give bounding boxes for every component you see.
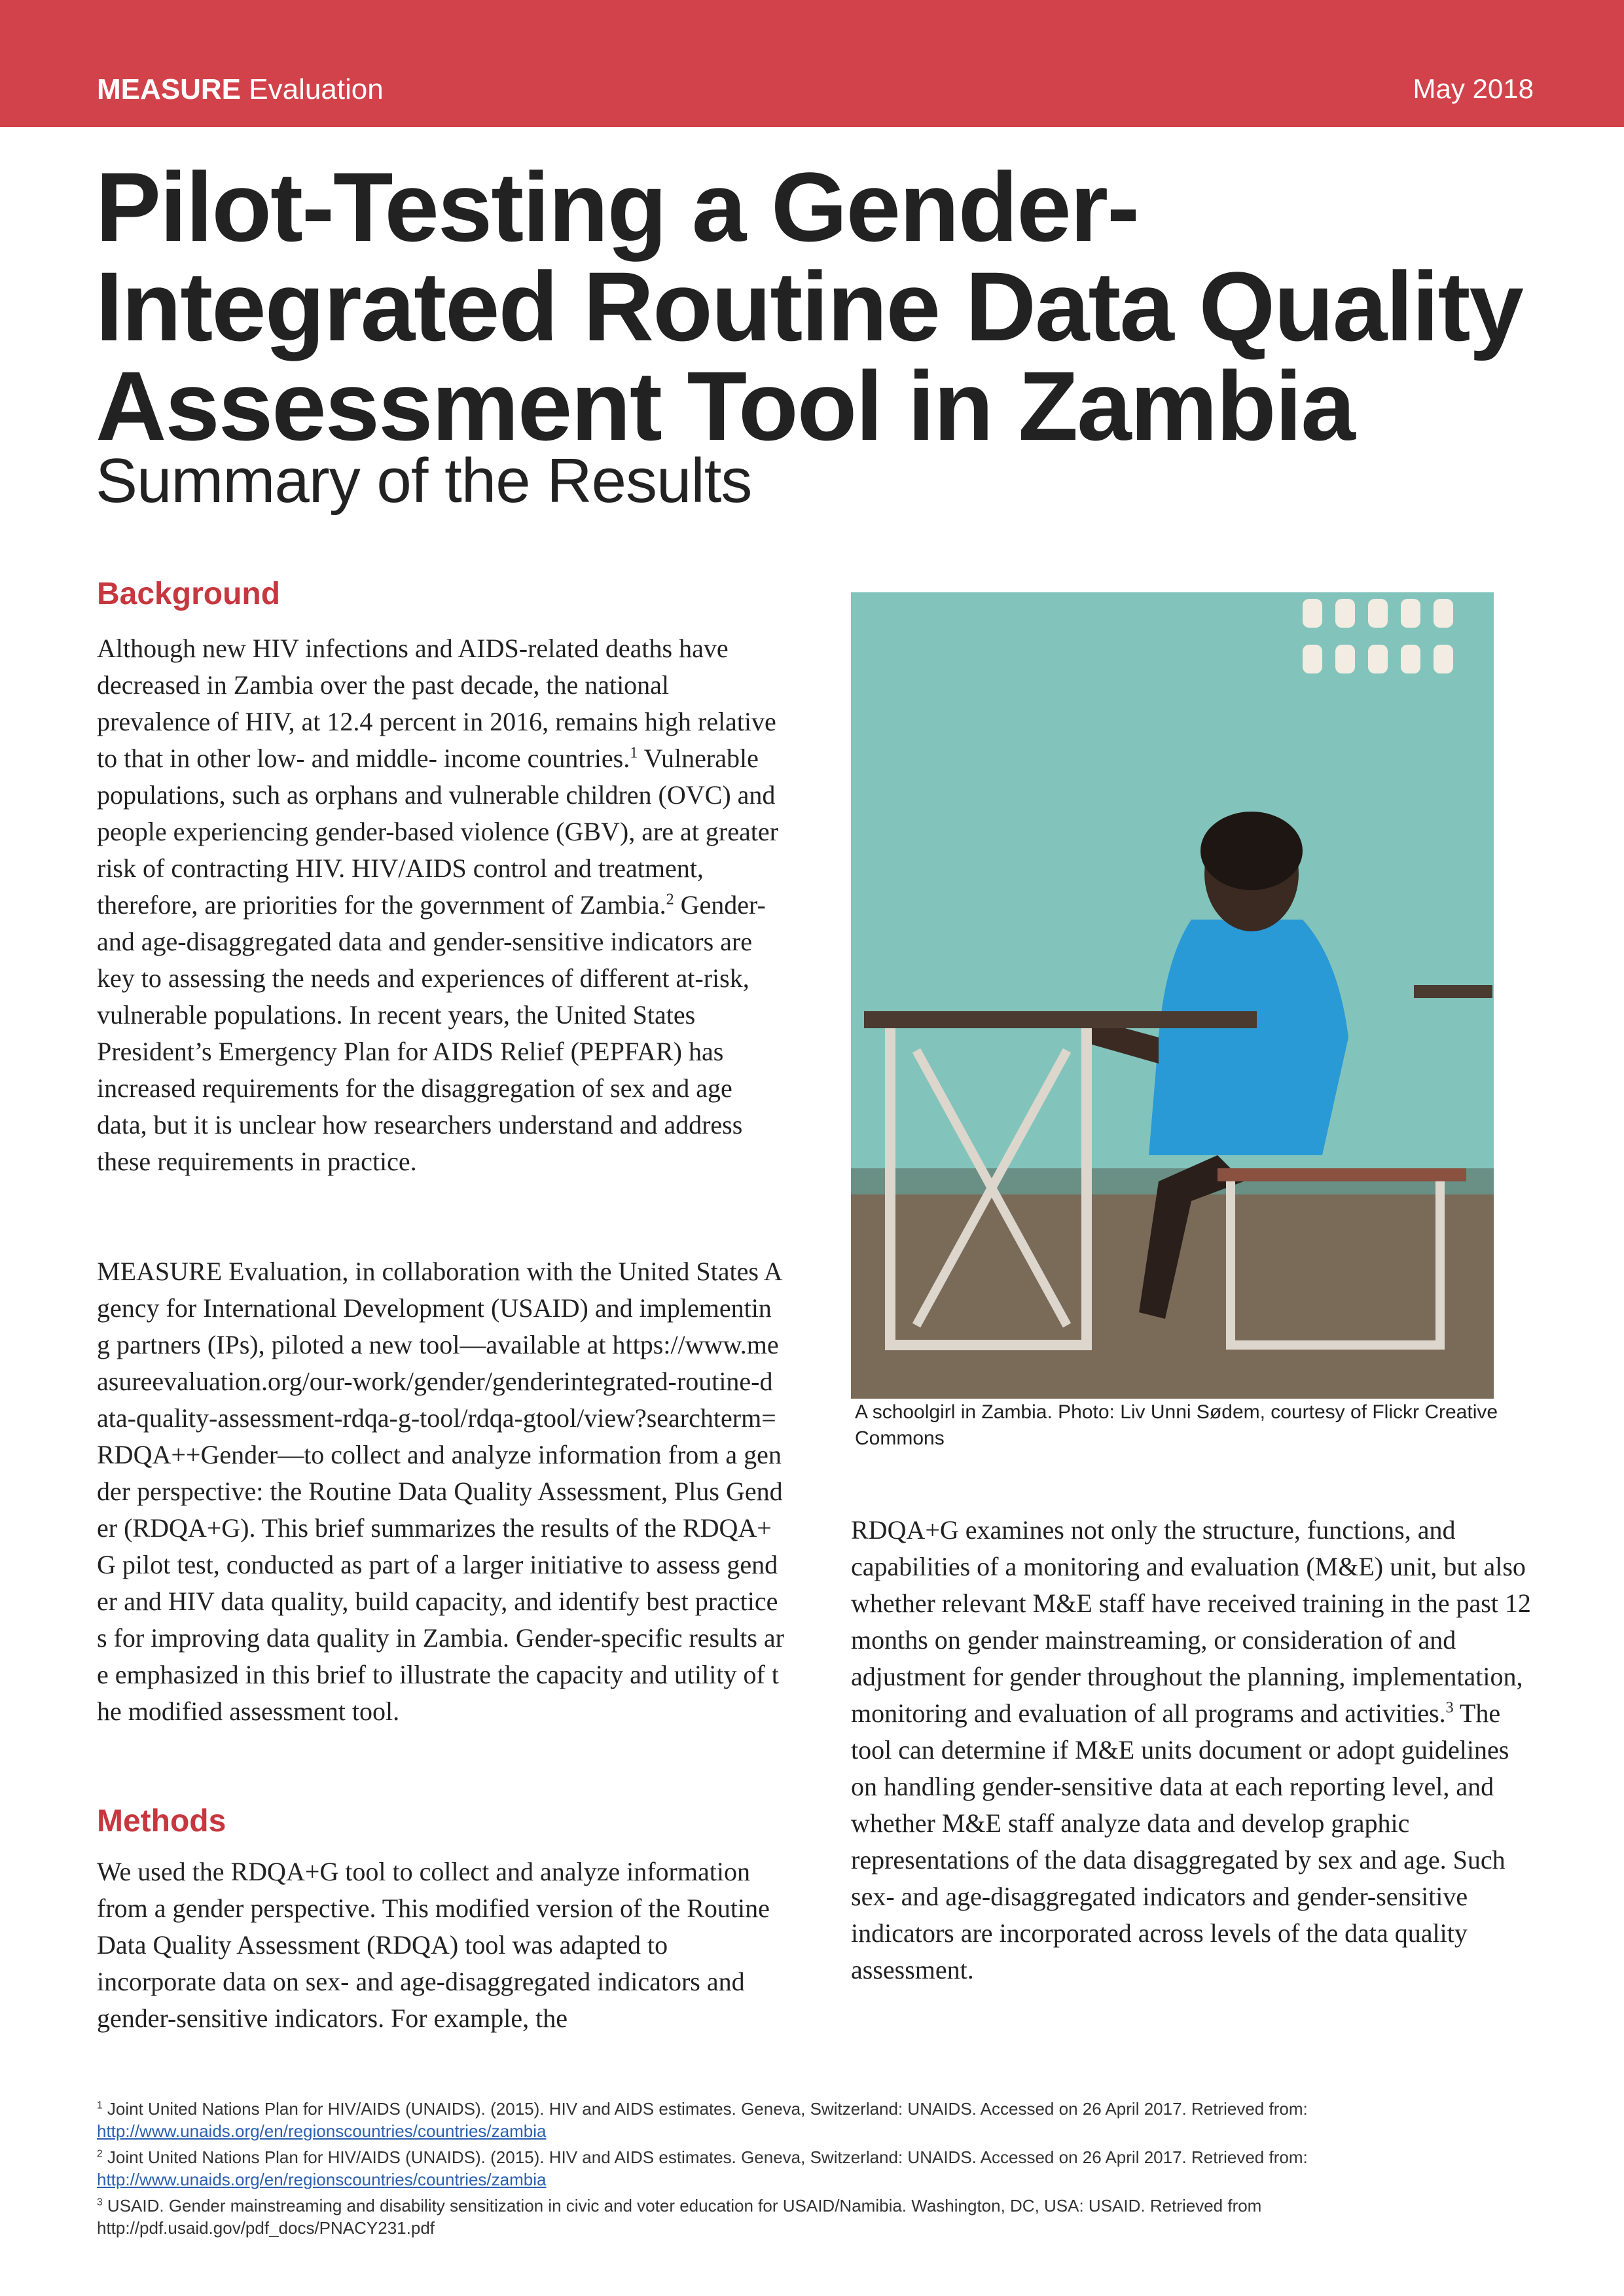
brand-logo: [97, 73, 384, 106]
page-subtitle: Summary of the Results: [96, 446, 752, 516]
background-heading: Background: [97, 577, 281, 611]
brand-light: Evaluation: [249, 73, 384, 105]
footnote-1: [97, 2098, 1537, 2142]
footnote-2-text: Joint United Nations Plan for HIV/AIDS (UNAIDS). (2015). HIV and AIDS estimates. Geneva, Switzerland: UNAIDS. Accessed on 26 April 2017. Retrieved from:: [102, 2147, 1308, 2167]
photo-caption: A schoolgirl in Zambia. Photo: Liv Unni Sødem, courtesy of Flickr Creative Commons: [855, 1401, 1498, 1449]
publication-date: May 2018: [1413, 73, 1534, 104]
footnote-ref-1: 1: [630, 744, 638, 762]
footnote-1-text: Joint United Nations Plan for HIV/AIDS (UNAIDS). (2015). HIV and AIDS estimates. Geneva, Switzerland: UNAIDS. Accessed on 26 April 2017. Retrieved from:: [102, 2099, 1308, 2119]
background-p1b-text: Vulnerable populations, such as orphans and vulnerable children (OVC) and people experiencing gender-based violence (GBV), are at greater risk of contracting HIV. HIV/AIDS control and treatment, therefore, are priorities for the government of Zambia.: [97, 744, 778, 920]
methods-paragraph: We used the RDQA+G tool to collect and analyze information from a gender perspective. This modified version of the Routine Data Quality Assessment (RDQA) tool was adapted to incorporate data on sex- and age-disaggregated indicators and gender-sensitive indicators. For example, the: [97, 1857, 770, 2033]
background-paragraph-1: [97, 630, 784, 1180]
brand-bold: MEASURE: [97, 73, 242, 105]
header-bar: [0, 0, 1624, 127]
methods-heading: Methods: [97, 1804, 226, 1839]
footnotes: [97, 2098, 1537, 2243]
schoolgirl-photo: [851, 592, 1494, 1399]
right-p1-text: RDQA+G examines not only the structure, functions, and capabilities of a monitoring and evaluation (M&E) unit, but also whether relevant M&E staff have received training in the past 12 months on gender mainstreaming, or consideration of and adjustment for gender throughout the planning, implementation, monitoring and evaluation of all programs and activities.: [851, 1515, 1531, 1728]
footnote-3: [97, 2195, 1537, 2239]
right-p1b-text: The tool can determine if M&E units document or adopt guidelines on handling gender-sensitive data at each reporting level, and whether M&E staff analyze data and develop graphic representations of the data disaggregated by sex and age. Such sex- and age-disaggregated indicators and gender-sensitive indicators are incorporated across levels of the data quality assessment.: [851, 1698, 1509, 1984]
footnote-ref-3: 3: [1445, 1699, 1454, 1717]
footnote-3-number: 3: [97, 2197, 103, 2208]
footnote-2: [97, 2146, 1537, 2191]
background-paragraph-2: MEASURE Evaluation, in collaboration with the United States Agency for International Development (USAID) and implementing partners (IPs), piloted a new tool—available at https://www.measureevaluation.org/our-work/gender/genderintegrated-routine-data-quality-assessment-rdqa-g-tool/rdqa-gtool/view?searchterm=RDQA++Gender—to collect and analyze information from a gender perspective: the Routine Data Quality Assessment, Plus Gender (RDQA+G). This brief summarizes the results of the RDQA+G pilot test, conducted as part of a larger initiative to assess gender and HIV data quality, build capacity, and identify best practices for improving data quality in Zambia. Gender-specific results are emphasized in this brief to illustrate the capacity and utility of the modified assessment tool.: [97, 1257, 784, 1726]
background-p1-text: Although new HIV infections and AIDS-related deaths have decreased in Zambia over the past decade, the national prevalence of HIV, at 12.4 percent in 2016, remains high relative to that in other low- and middle- income countries.: [97, 634, 776, 773]
page-title: Pilot-Testing a Gender-Integrated Routine Data Quality Assessment Tool in Zambia: [96, 152, 1523, 461]
footnote-2-link[interactable]: http://www.unaids.org/en/regionscountries/countries/zambia: [97, 2170, 547, 2189]
footnote-2-number: 2: [97, 2148, 103, 2160]
footnote-1-link[interactable]: http://www.unaids.org/en/regionscountries/countries/zambia: [97, 2121, 547, 2141]
footnote-1-number: 1: [97, 2100, 103, 2111]
footnote-ref-2: 2: [666, 891, 674, 908]
footnote-3-text: USAID. Gender mainstreaming and disability sensitization in civic and voter education for USAID/Namibia. Washington, DC, USA: USAID. Retrieved from http://pdf.usaid.gov/pdf_docs/PNACY231.pdf: [97, 2196, 1262, 2238]
right-column-paragraph: [851, 1512, 1538, 1988]
background-p1c-text: Gender- and age-disaggregated data and gender-sensitive indicators are key to assessing the needs and experiences of different at-risk, vulnerable populations. In recent years, the United States President’s Emergency Plan for AIDS Relief (PEPFAR) has increased requirements for the disaggregation of sex and age data, but it is unclear how researchers understand and address these requirements in practice.: [97, 890, 766, 1176]
